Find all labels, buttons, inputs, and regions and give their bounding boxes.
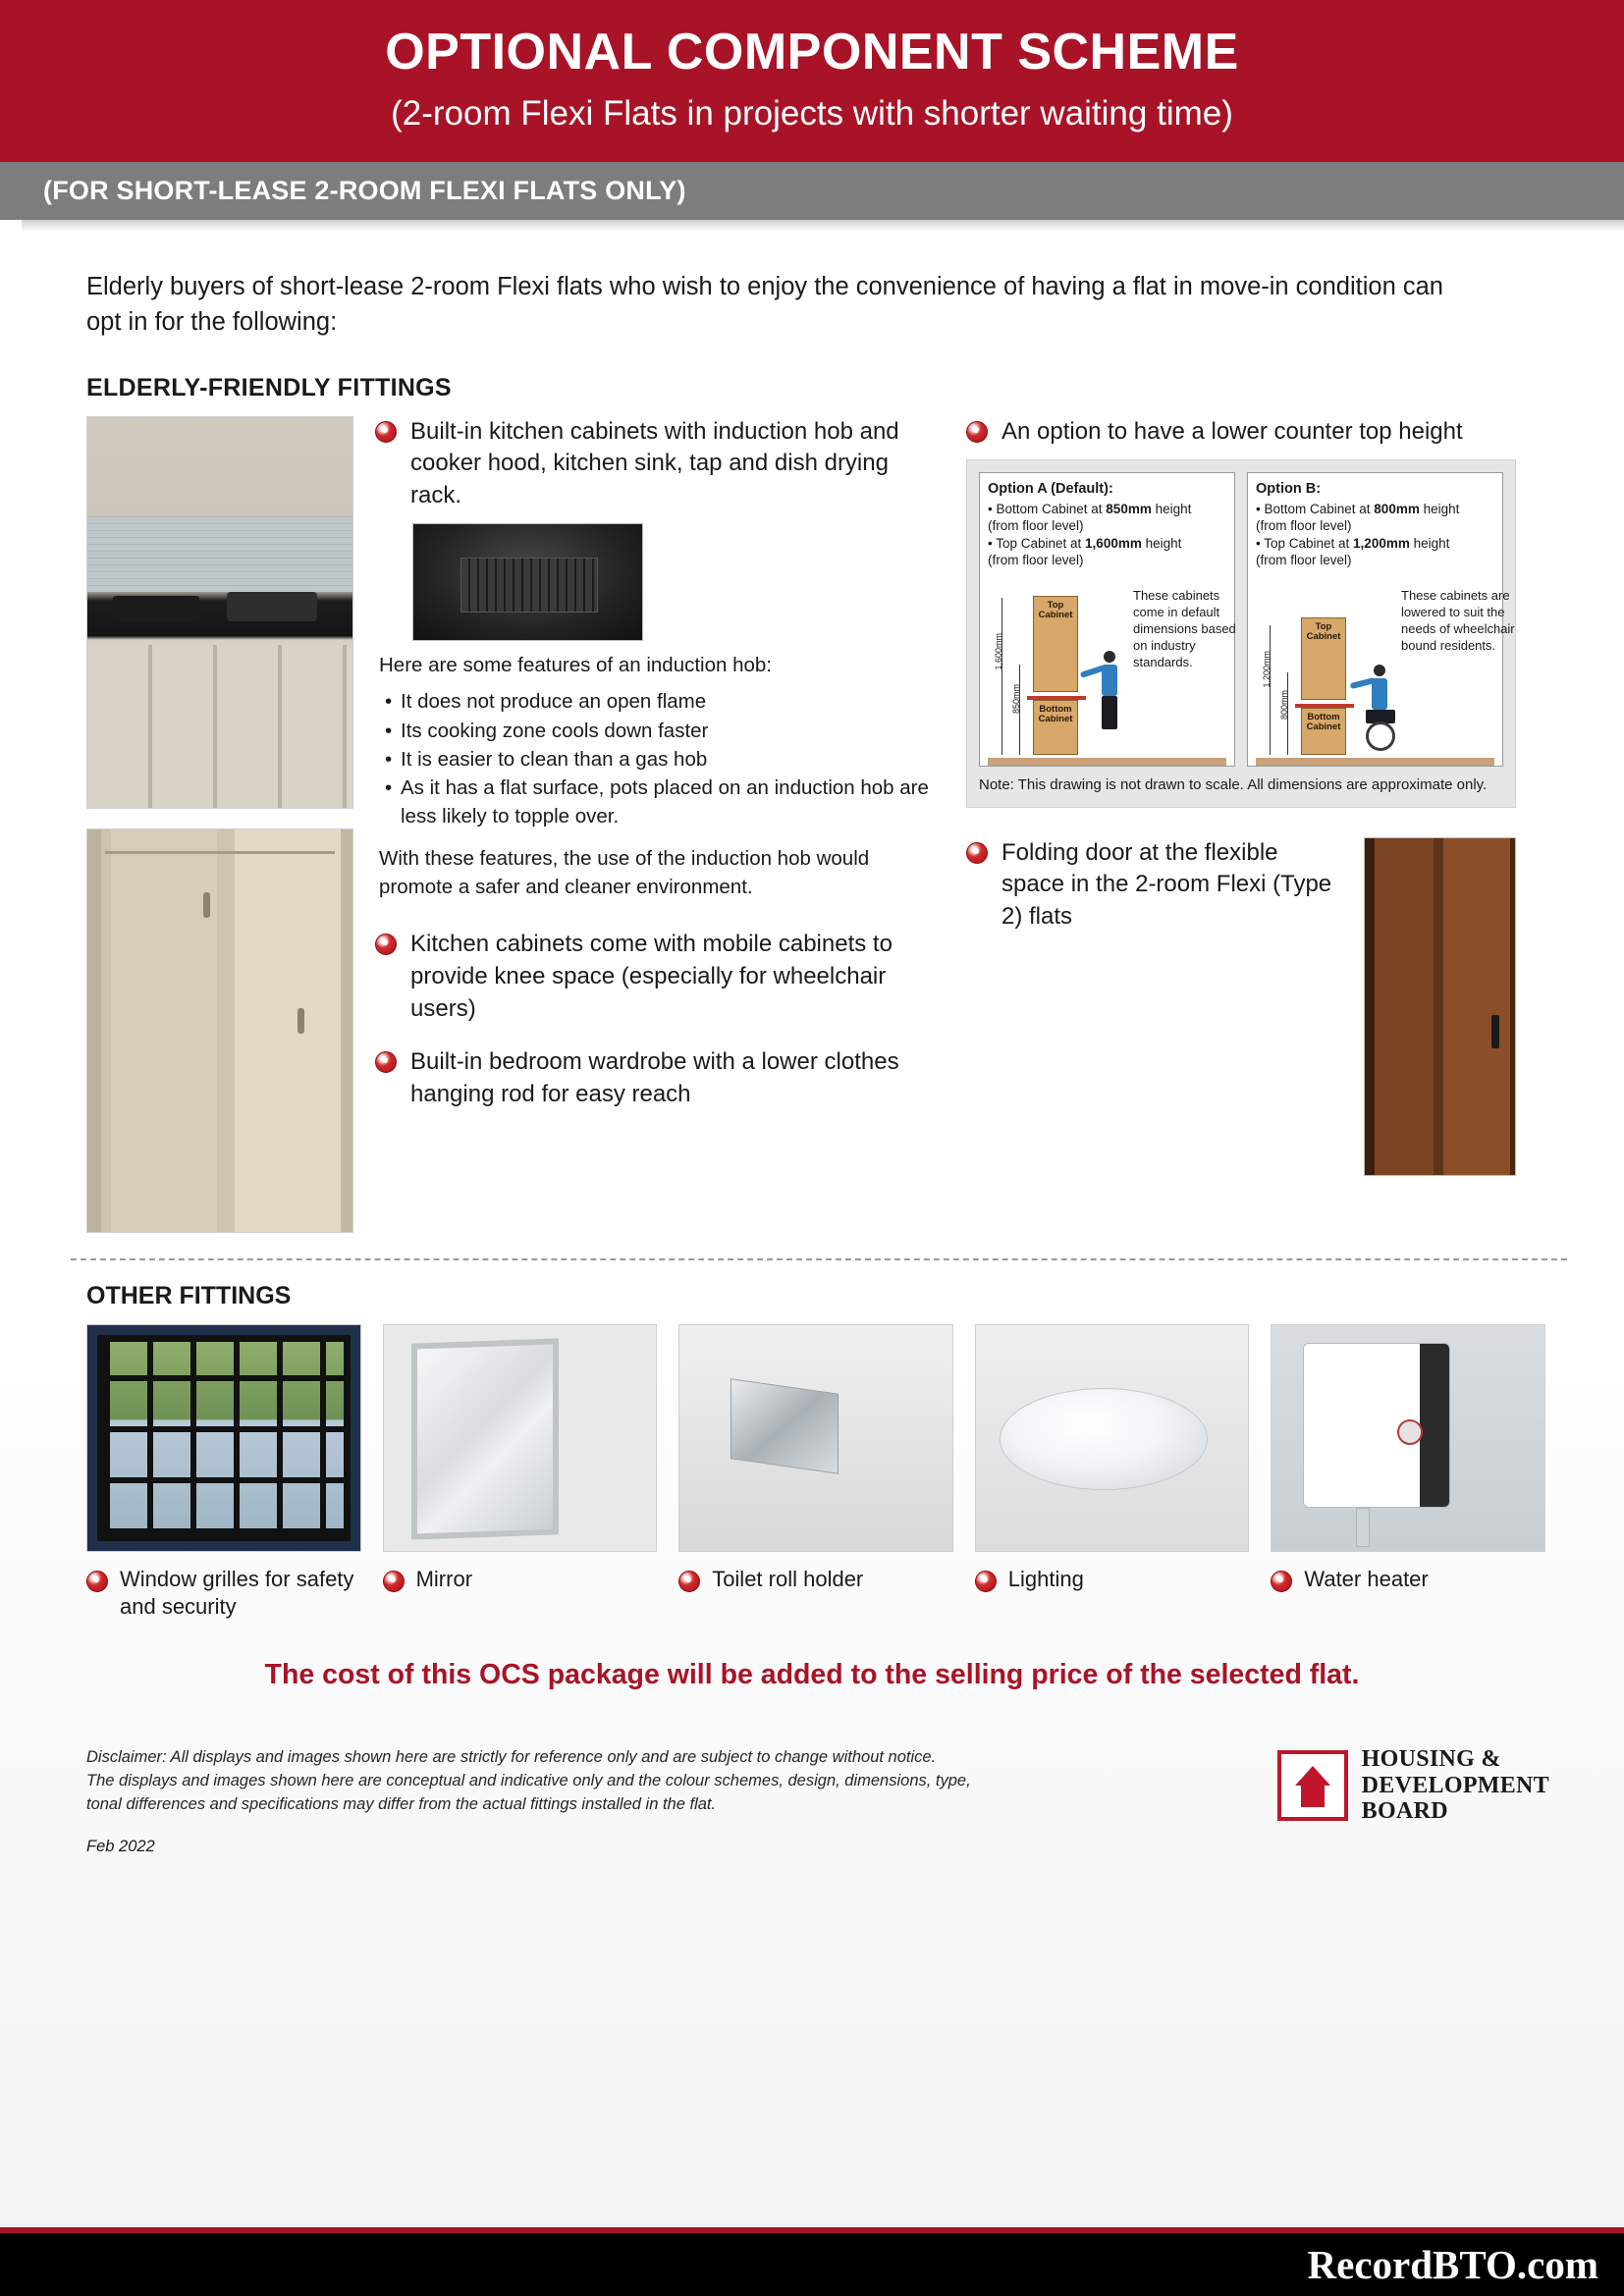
option-a-specs: • Bottom Cabinet at 850mm height (from floor level) • Top Cabinet at 1,600mm height (from floor level) bbox=[988, 502, 1192, 567]
folding-door-photo bbox=[1364, 837, 1516, 1176]
kitchen-photo bbox=[86, 416, 353, 809]
fitting-item-mirror bbox=[383, 1324, 658, 1622]
fitting-label-window-grilles: Window grilles for safety and security bbox=[120, 1566, 354, 1620]
fitting-label-water-heater: Water heater bbox=[1304, 1566, 1429, 1591]
elderly-fittings-title: ELDERLY-FRIENDLY FITTINGS bbox=[86, 373, 452, 401]
bullet-wardrobe-label: Built-in bedroom wardrobe with a lower clothes hanging rod for easy reach bbox=[410, 1048, 899, 1107]
disclaimer-line-1: Disclaimer: All displays and images shown here are strictly for reference only and are subject to change without notice. bbox=[86, 1747, 937, 1766]
fitting-label-mirror: Mirror bbox=[415, 1566, 473, 1591]
wardrobe-photo bbox=[86, 828, 353, 1233]
bullet-icon bbox=[966, 421, 988, 443]
hdb-house-icon bbox=[1277, 1750, 1348, 1821]
option-b-title: Option B: bbox=[1256, 481, 1322, 498]
bullet-icon bbox=[1271, 1571, 1292, 1592]
fitting-label-lighting: Lighting bbox=[1007, 1566, 1084, 1591]
hdb-logo-text bbox=[1362, 1746, 1549, 1826]
option-a-bottom-cabinet: Bottom Cabinet bbox=[1033, 700, 1078, 755]
intro-paragraph: Elderly buyers of short-lease 2-room Flexi flats who wish to enjoy the convenience of having a flat in move-in condition can opt in for the following: bbox=[86, 273, 1443, 337]
option-b-bottom-cabinet: Bottom Cabinet bbox=[1301, 708, 1346, 755]
bullet-icon bbox=[375, 1051, 397, 1073]
option-b-dim-top: 1,200mm bbox=[1262, 651, 1272, 688]
bullet-mobile-cabinets bbox=[375, 929, 945, 1025]
photo-column bbox=[86, 416, 353, 1233]
hob-features-closing: With these features, the use of the induction hob would promote a safer and cleaner environment. bbox=[379, 847, 870, 899]
mirror-photo bbox=[383, 1324, 658, 1552]
diagram-option-b bbox=[1247, 472, 1515, 767]
disclaimer-line-3: tonal differences and specifications may differ from the actual fittings installed in the flat. bbox=[86, 1794, 717, 1813]
fitting-item-lighting bbox=[975, 1324, 1250, 1622]
option-b-dim-bottom: 800mm bbox=[1279, 690, 1289, 721]
page-title: OPTIONAL COMPONENT SCHEME bbox=[385, 24, 1239, 80]
bullet-icon bbox=[86, 1571, 108, 1592]
hdb-logo-line-1: HOUSING & bbox=[1361, 1745, 1501, 1772]
bullet-folding-door bbox=[966, 837, 1346, 934]
hdb-logo bbox=[1277, 1746, 1549, 1826]
option-b-top-cabinet: Top Cabinet bbox=[1301, 617, 1346, 700]
bullet-icon bbox=[975, 1571, 997, 1592]
bullet-kitchen-cabinets bbox=[375, 416, 945, 512]
fitting-item-window-grilles bbox=[86, 1324, 361, 1622]
disclaimer-block bbox=[86, 1746, 971, 1857]
bullet-folding-door-label: Folding door at the flexible space in the 2-room Flexi (Type 2) flats bbox=[1001, 838, 1332, 930]
option-b-callout: These cabinets are lowered to suit the needs of wheelchair bound residents. bbox=[1401, 588, 1515, 653]
window-grille-photo bbox=[86, 1324, 361, 1552]
poster-header bbox=[0, 0, 1624, 162]
hdb-logo-line-3: BOARD bbox=[1361, 1798, 1448, 1825]
hob-feature-item: • Its cooking zone cools down faster bbox=[399, 717, 945, 745]
hob-features-list bbox=[379, 687, 945, 830]
publication-date: Feb 2022 bbox=[86, 1838, 155, 1856]
bullet-icon bbox=[375, 421, 397, 443]
bullet-wardrobe bbox=[375, 1046, 945, 1110]
other-fittings-grid bbox=[86, 1324, 1545, 1622]
hob-features-lead: Here are some features of an induction hob: bbox=[379, 654, 772, 677]
induction-hob-photo bbox=[412, 523, 643, 641]
option-a-top-cabinet: Top Cabinet bbox=[1033, 596, 1078, 692]
fitting-item-water-heater bbox=[1271, 1324, 1545, 1622]
bullet-icon bbox=[966, 842, 988, 864]
hob-features bbox=[379, 651, 945, 901]
band-shadow bbox=[22, 220, 1624, 232]
option-a-dim-bottom: 850mm bbox=[1011, 684, 1021, 715]
bullet-counter-top-label: An option to have a lower counter top height bbox=[1001, 417, 1463, 445]
disclaimer-line-2: The displays and images shown here are conceptual and indicative only and the colour schemes, design, dimensions, type, bbox=[86, 1771, 971, 1789]
diagram-option-a bbox=[979, 472, 1235, 767]
bullet-counter-top bbox=[966, 416, 1516, 449]
bullet-icon bbox=[678, 1571, 700, 1592]
toilet-roll-holder-photo bbox=[678, 1324, 953, 1552]
section-divider bbox=[71, 1258, 1567, 1260]
option-a-callout: These cabinets come in default dimensions based on industry standards. bbox=[1133, 588, 1236, 669]
hob-feature-item: • As it has a flat surface, pots placed on an induction hob are less likely to topple over. bbox=[399, 774, 945, 830]
scope-band: (FOR SHORT-LEASE 2-ROOM FLEXI FLATS ONLY) bbox=[0, 162, 1624, 220]
poster-body bbox=[0, 232, 1624, 1232]
fitting-item-toilet-roll-holder bbox=[678, 1324, 953, 1622]
water-heater-photo bbox=[1271, 1324, 1545, 1552]
folding-door-block bbox=[966, 837, 1516, 1176]
poster-footer bbox=[86, 1746, 1549, 1857]
bullet-icon bbox=[383, 1571, 405, 1592]
hob-feature-item: • It is easier to clean than a gas hob bbox=[399, 745, 945, 774]
watermark-bar bbox=[0, 2233, 1624, 2296]
hob-feature-item: • It does not produce an open flame bbox=[399, 687, 945, 716]
counter-height-diagram bbox=[966, 459, 1516, 808]
kitchen-text-column bbox=[375, 416, 945, 1233]
option-a-dim-top: 1,600mm bbox=[994, 633, 1003, 670]
elderly-fittings-grid bbox=[86, 416, 1567, 1233]
other-fittings-title: OTHER FITTINGS bbox=[86, 1281, 292, 1309]
hdb-logo-line-2: DEVELOPMENT bbox=[1361, 1772, 1549, 1798]
diagram-note: Note: This drawing is not drawn to scale. All dimensions are approximate only. bbox=[979, 776, 1488, 794]
watermark-text: RecordBTO.com bbox=[1307, 2242, 1598, 2287]
bullet-kitchen-cabinets-label: Built-in kitchen cabinets with induction hob and cooker hood, kitchen sink, tap and dish drying rack. bbox=[410, 417, 899, 508]
fitting-label-toilet-roll-holder: Toilet roll holder bbox=[712, 1566, 864, 1591]
option-a-scene bbox=[988, 574, 1236, 766]
counter-option-column bbox=[966, 416, 1516, 1233]
option-b-scene bbox=[1256, 574, 1515, 766]
bullet-icon bbox=[375, 934, 397, 955]
option-b-specs: • Bottom Cabinet at 800mm height (from floor level) • Top Cabinet at 1,200mm height (from floor level) bbox=[1256, 502, 1460, 567]
bullet-mobile-cabinets-label: Kitchen cabinets come with mobile cabinets to provide knee space (especially for wheelchair users) bbox=[410, 931, 893, 1022]
page-subtitle: (2-room Flexi Flats in projects with shorter waiting time) bbox=[391, 93, 1233, 133]
cost-note: The cost of this OCS package will be added to the selling price of the selected flat. bbox=[264, 1658, 1360, 1690]
ceiling-light-photo bbox=[975, 1324, 1250, 1552]
option-a-title: Option A (Default): bbox=[988, 481, 1113, 498]
